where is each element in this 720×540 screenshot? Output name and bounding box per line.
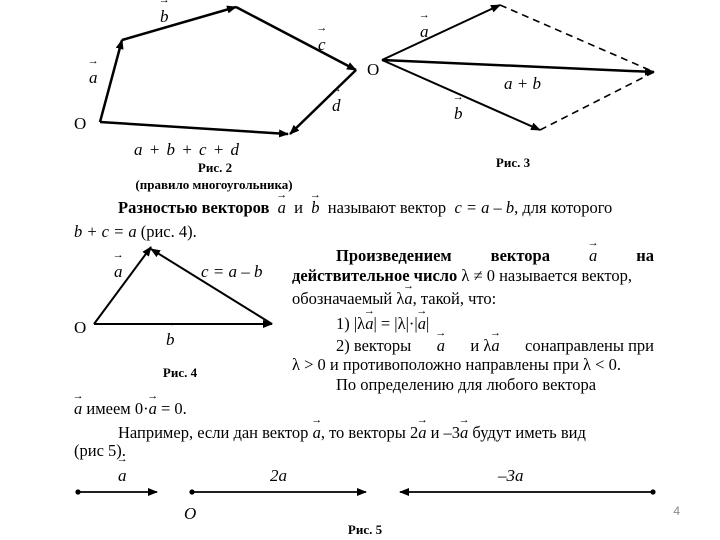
- fig2-vector-a: [100, 40, 122, 122]
- fig4-label-a: → a: [114, 262, 123, 282]
- fig4-caption: Рис. 4: [162, 365, 198, 380]
- fig3-label-sum: a + b: [504, 74, 541, 93]
- fig3-dashed-bottom: [540, 72, 654, 130]
- fig2-label-o: O: [74, 114, 87, 133]
- fig2-sum-expr: a + b + c + d: [134, 140, 240, 159]
- product-property-1: 1) |λ→ a| = |λ|·|→ a|: [336, 314, 429, 334]
- fig2-vector-sum: [100, 122, 288, 134]
- example-line2: (рис 5).: [74, 441, 126, 460]
- fig2-label-b: → b: [160, 7, 169, 27]
- fig2-vector-d: [290, 70, 356, 134]
- product-property-2-cont: λ > 0 и противоположно направлены при λ < 0.: [292, 355, 621, 374]
- product-definition-line1: Произведением вектора → a на: [292, 246, 654, 266]
- fig2-label-d: → d: [332, 96, 341, 116]
- fig2-caption: Рис. 2: [197, 160, 233, 175]
- fig5-label-2a: 2a: [270, 466, 287, 485]
- example-line1: Например, если дан вектор → a, то векторы 2→ a и –3→ a будут иметь вид: [118, 423, 586, 443]
- difference-definition-line1: Разностью векторов → a и → b называют вектор c = a – b, для которого: [118, 198, 612, 218]
- fig2-label-a: → a: [89, 68, 98, 88]
- fig2-vector-b: [122, 7, 236, 40]
- fig3-label-o: O: [367, 60, 380, 79]
- fig2-vector-c: [236, 7, 356, 70]
- fig5-caption: Рис. 5: [347, 522, 383, 537]
- fig5-label-o: O: [184, 504, 197, 523]
- zero-multiplication-line: По определению для любого вектора: [336, 375, 597, 394]
- fig4-label-c: c = a – b: [201, 262, 263, 281]
- fig5-label-m3a: –3a: [498, 466, 524, 485]
- product-definition-line3: обозначаемый λ→ a, такой, что:: [292, 289, 496, 309]
- fig3-vector-a: [382, 5, 500, 60]
- fig4-label-b: → b: [166, 330, 175, 350]
- fig4-vector-c: [151, 249, 272, 324]
- fig3-vector-sum: [382, 60, 654, 72]
- zero-multiplication-result: → a имеем 0·→ a = 0.: [74, 399, 187, 419]
- fig2-caption-subtitle: (правило многоугольника): [135, 177, 293, 192]
- difference-definition-line2: b + c = a (рис. 4).: [74, 222, 197, 241]
- fig5-label-a: → a: [118, 466, 127, 486]
- product-definition-line2: действительное число λ ≠ 0 называется вектор,: [292, 266, 632, 285]
- difference-term: Разностью векторов: [118, 198, 270, 217]
- fig3-label-a: → a: [420, 22, 429, 42]
- fig3-caption: Рис. 3: [495, 155, 531, 170]
- page-number: 4: [673, 504, 680, 518]
- product-property-2: 2) векторы → a и λ→ a сонаправлены при: [336, 336, 654, 356]
- fig4-label-o: O: [74, 318, 87, 337]
- fig3-label-b: → b: [454, 104, 463, 124]
- fig2-label-c: → c: [318, 35, 326, 55]
- fig3-dashed-top: [500, 5, 654, 72]
